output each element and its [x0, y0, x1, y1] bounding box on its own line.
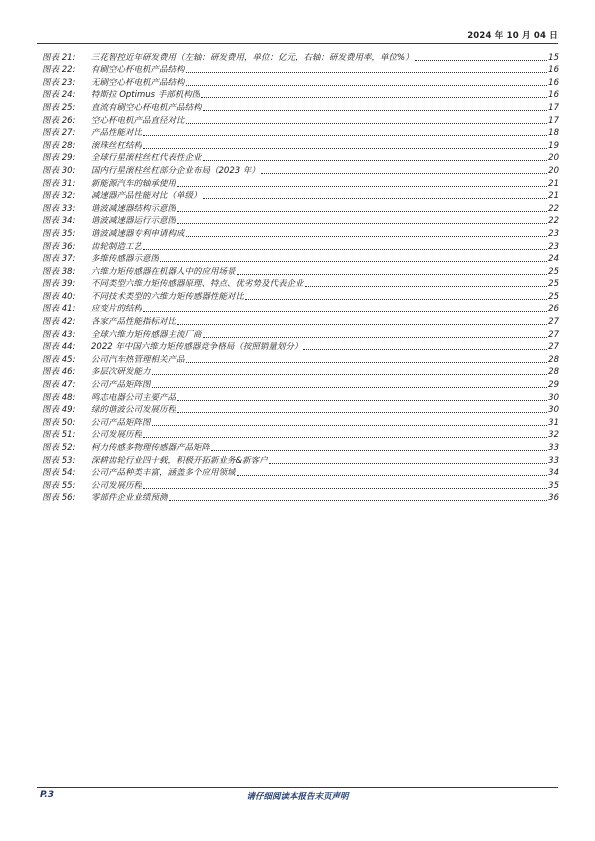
toc-entry[interactable] — [42, 403, 559, 416]
figure-label: 图表 37: — [42, 254, 76, 265]
dot-leader — [143, 249, 547, 250]
figure-title: 特斯拉 Optimus 手部机构图 — [91, 90, 201, 101]
dot-leader — [203, 110, 548, 111]
dot-leader — [160, 261, 547, 262]
dot-leader — [177, 412, 547, 413]
figure-page-number: 33 — [548, 443, 559, 453]
figure-page-number: 36 — [548, 493, 559, 504]
figure-label: 图表 49: — [42, 405, 76, 416]
figure-page-number: 19 — [548, 140, 559, 151]
figure-page-number: 22 — [548, 216, 559, 227]
figure-label: 图表 50: — [42, 417, 76, 428]
figure-page-number: 21 — [548, 178, 559, 189]
figure-title: 全球行星滚柱丝杠代表性企业 — [91, 153, 202, 164]
dot-leader — [237, 274, 548, 275]
figure-title: 不同技术类型的六维力矩传感器性能对比 — [91, 291, 245, 302]
figure-label: 图表 48: — [42, 392, 76, 403]
dot-leader — [143, 437, 547, 438]
figure-label: 图表 53: — [42, 455, 76, 466]
figure-title: 六维力矩传感器在机器人中的应用场景 — [91, 266, 236, 277]
figure-title: 公司产品矩阵图 — [91, 380, 151, 391]
figure-title: 无刷空心杯电机产品结构 — [91, 77, 185, 88]
figure-page-number: 28 — [548, 354, 559, 365]
toc-entry[interactable] — [42, 126, 559, 139]
figure-label: 图表 46: — [42, 367, 76, 378]
figure-page-number: 20 — [548, 165, 559, 176]
toc-entry[interactable] — [42, 466, 559, 479]
figure-label: 图表 40: — [42, 291, 76, 302]
dot-leader — [186, 85, 548, 86]
figure-title: 深耕齿轮行业四十载，积极开拓新业务&新客户 — [91, 455, 268, 466]
figure-label: 图表 22: — [42, 65, 76, 76]
figure-page-number: 25 — [548, 279, 559, 290]
figure-title: 空心杯电机产品直径对比 — [91, 115, 185, 126]
figure-label: 图表 34: — [42, 216, 76, 227]
figure-page-number: 23 — [548, 228, 559, 239]
toc-entry[interactable] — [42, 201, 559, 214]
figure-title: 公司汽车热管理相关产品 — [91, 354, 185, 365]
toc-entry[interactable] — [42, 277, 559, 290]
toc-entry[interactable] — [42, 491, 559, 504]
dot-leader — [143, 311, 547, 312]
figure-page-number: 30 — [548, 405, 559, 416]
dot-leader — [143, 135, 547, 136]
figure-title: 公司产品矩阵图 — [91, 417, 151, 428]
toc-entry[interactable] — [42, 390, 559, 403]
figure-label: 图表 33: — [42, 203, 76, 214]
figure-page-number: 16 — [548, 77, 559, 88]
toc-entry[interactable] — [42, 415, 559, 428]
toc-entry[interactable] — [42, 63, 559, 76]
figure-page-number: 27 — [548, 342, 559, 353]
toc-entry[interactable] — [42, 453, 559, 466]
toc-entry[interactable] — [42, 440, 559, 453]
figure-title: 齿轮制造工艺 — [91, 241, 143, 252]
figure-title: 各家产品性能指标对比 — [91, 317, 177, 328]
toc-entry[interactable] — [42, 264, 559, 277]
figure-page-number: 29 — [548, 380, 559, 391]
dot-leader — [152, 387, 548, 388]
toc-entry[interactable] — [42, 151, 559, 164]
figure-label: 图表 43: — [42, 329, 76, 340]
toc-entry[interactable] — [42, 252, 559, 265]
figure-page-number: 21 — [548, 191, 559, 202]
dot-leader — [415, 60, 548, 61]
figure-title: 多层次研发能力 — [91, 367, 151, 378]
dot-leader — [203, 337, 548, 338]
figure-label: 图表 52: — [42, 443, 76, 453]
figure-title: 零部件企业业绩预测 — [91, 493, 168, 504]
figure-page-number: 27 — [548, 329, 559, 340]
figure-page-number: 16 — [548, 90, 559, 101]
figure-page-number: 31 — [548, 417, 559, 428]
figure-page-number: 33 — [548, 455, 559, 466]
figure-title: 公司发展历程 — [91, 430, 143, 441]
figure-label: 图表 23: — [42, 77, 76, 88]
figure-page-number: 16 — [548, 65, 559, 76]
figure-page-number: 35 — [548, 480, 559, 491]
figure-title: 绿的谐波公司发展历程 — [91, 405, 177, 416]
figure-title: 不同类型六维力矩传感器原理、特点、优劣势及代表企业 — [91, 279, 304, 290]
figure-title: 滚珠丝杠结构 — [91, 140, 143, 151]
figure-label: 图表 26: — [42, 115, 76, 126]
figure-label: 图表 56: — [42, 493, 76, 504]
toc-entry[interactable] — [42, 113, 559, 126]
figure-page-number: 34 — [548, 468, 559, 479]
report-date: 2024 年 10 月 04 日 — [467, 31, 558, 41]
figure-label: 图表 27: — [42, 128, 76, 139]
disclaimer-note: 请仔细阅读本报告末页声明 — [246, 792, 349, 802]
dot-leader — [237, 475, 548, 476]
figure-label: 图表 31: — [42, 178, 76, 189]
figure-page-number: 18 — [548, 128, 559, 139]
dot-leader — [152, 425, 548, 426]
figure-title: 国内行星滚柱丝杠部分企业布局（2023 年） — [91, 165, 260, 176]
toc-entry[interactable] — [42, 189, 559, 202]
figure-title: 公司发展历程 — [91, 480, 143, 491]
dot-leader — [203, 160, 548, 161]
dot-leader — [143, 488, 547, 489]
figure-label: 图表 21: — [42, 52, 76, 63]
dot-leader — [186, 123, 548, 124]
figure-title: 产品性能对比 — [91, 128, 143, 139]
figure-title: 减速器产品性能对比（单级） — [91, 191, 202, 202]
toc-entry[interactable] — [42, 352, 559, 365]
figure-label: 图表 55: — [42, 480, 76, 491]
toc-entry[interactable] — [42, 75, 559, 88]
figure-page-number: 28 — [548, 367, 559, 378]
toc-entry[interactable] — [42, 163, 559, 176]
figure-label: 图表 32: — [42, 191, 76, 202]
figure-label: 图表 30: — [42, 165, 76, 176]
header-divider — [37, 43, 558, 44]
figure-title: 谐波减速器专利申请构成 — [91, 228, 185, 239]
figure-label: 图表 29: — [42, 153, 76, 164]
dot-leader — [211, 450, 547, 451]
dot-leader — [177, 211, 547, 212]
toc-entry[interactable] — [42, 239, 559, 252]
figure-label: 图表 42: — [42, 317, 76, 328]
figure-title: 谐波减速器运行示意图 — [91, 216, 177, 227]
dot-leader — [305, 286, 548, 287]
dot-leader — [269, 463, 548, 464]
dot-leader — [245, 299, 547, 300]
dot-leader — [186, 236, 548, 237]
figure-page-number: 17 — [548, 102, 559, 113]
figure-title: 柯力传感多物理传感器产品矩阵 — [91, 443, 211, 453]
figure-label: 图表 44: — [42, 342, 76, 353]
figure-label: 图表 45: — [42, 354, 76, 365]
figure-title: 公司产品种类丰富，涵盖多个应用领域 — [91, 468, 236, 479]
toc-entry[interactable] — [42, 340, 559, 353]
figure-list — [42, 50, 559, 503]
figure-title: 谐波减速器结构示意图 — [91, 203, 177, 214]
dot-leader — [177, 186, 547, 187]
toc-entry[interactable] — [42, 88, 559, 101]
figure-title: 应变片的结构 — [91, 304, 143, 315]
figure-label: 图表 41: — [42, 304, 76, 315]
figure-page-number: 23 — [548, 241, 559, 252]
figure-page-number: 17 — [548, 115, 559, 126]
figure-page-number: 25 — [548, 266, 559, 277]
figure-label: 图表 36: — [42, 241, 76, 252]
figure-title: 全球六维力矩传感器主流厂商 — [91, 329, 202, 340]
dot-leader — [203, 198, 548, 199]
toc-entry[interactable] — [42, 226, 559, 239]
footer-divider — [37, 787, 558, 788]
toc-entry[interactable] — [42, 365, 559, 378]
toc-entry[interactable] — [42, 100, 559, 113]
figure-label: 图表 24: — [42, 90, 76, 101]
figure-page-number: 25 — [548, 291, 559, 302]
dot-leader — [177, 223, 547, 224]
figure-label: 图表 39: — [42, 279, 76, 290]
figure-label: 图表 38: — [42, 266, 76, 277]
dot-leader — [152, 374, 548, 375]
toc-entry[interactable] — [42, 50, 559, 63]
toc-entry[interactable] — [42, 302, 559, 315]
figure-page-number: 24 — [548, 254, 559, 265]
toc-entry[interactable] — [42, 428, 559, 441]
dot-leader — [177, 400, 547, 401]
page-number: P.3 — [40, 790, 54, 800]
figure-title: 鸣志电器公司主要产品 — [91, 392, 177, 403]
toc-entry[interactable] — [42, 289, 559, 302]
dot-leader — [201, 97, 547, 98]
dot-leader — [186, 72, 548, 73]
figure-page-number: 27 — [548, 317, 559, 328]
figure-page-number: 32 — [548, 430, 559, 441]
dot-leader — [303, 349, 547, 350]
figure-title: 直流有刷空心杯电机产品结构 — [91, 102, 202, 113]
toc-entry[interactable] — [42, 377, 559, 390]
toc-entry[interactable] — [42, 138, 559, 151]
figure-title: 2022 年中国六维力矩传感器竞争格局（按照销量划分） — [91, 342, 303, 353]
figure-title: 有刷空心杯电机产品结构 — [91, 65, 185, 76]
dot-leader — [261, 173, 547, 174]
toc-entry[interactable] — [42, 176, 559, 189]
toc-entry[interactable] — [42, 214, 559, 227]
toc-entry[interactable] — [42, 314, 559, 327]
dot-leader — [169, 500, 548, 501]
dot-leader — [177, 324, 547, 325]
figure-page-number: 30 — [548, 392, 559, 403]
figure-title: 多维传感器示意图 — [91, 254, 160, 265]
figure-label: 图表 28: — [42, 140, 76, 151]
figure-label: 图表 47: — [42, 380, 76, 391]
figure-label: 图表 35: — [42, 228, 76, 239]
dot-leader — [143, 148, 547, 149]
figure-label: 图表 25: — [42, 102, 76, 113]
figure-page-number: 22 — [548, 203, 559, 214]
figure-title: 新能源汽车的轴承使用 — [91, 178, 177, 189]
figure-label: 图表 51: — [42, 430, 76, 441]
toc-entry[interactable] — [42, 327, 559, 340]
figure-title: 三花智控近年研发费用（左轴：研发费用，单位：亿元，右轴：研发费用率，单位%） — [91, 52, 414, 63]
figure-page-number: 20 — [548, 153, 559, 164]
figure-page-number: 15 — [548, 52, 559, 63]
figure-page-number: 26 — [548, 304, 559, 315]
figure-label: 图表 54: — [42, 468, 76, 479]
dot-leader — [186, 362, 548, 363]
toc-entry[interactable] — [42, 478, 559, 491]
